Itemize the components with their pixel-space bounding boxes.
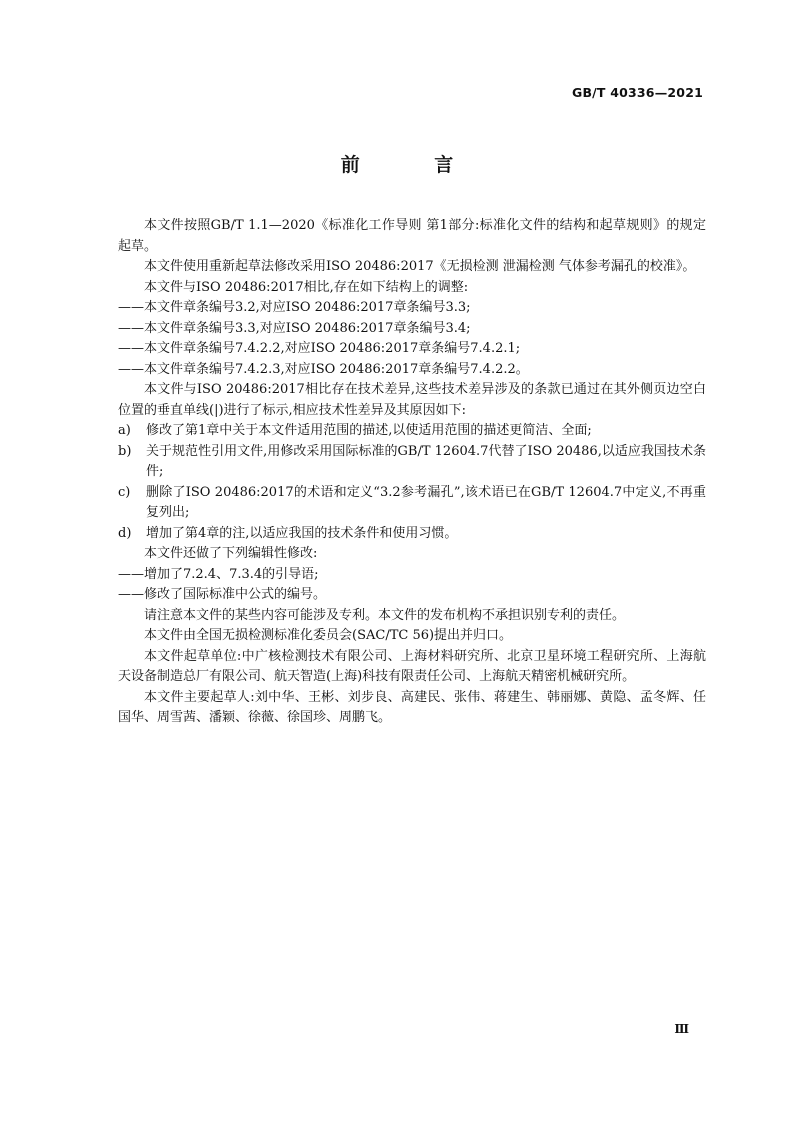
paragraph-adoption: 本文件使用重新起草法修改采用ISO 20486:2017《无损检测 泄漏检测 气体参考漏孔的校准》。 xyxy=(144,259,696,274)
paragraph-patent-notice: 请注意本文件的某些内容可能涉及专利。本文件的发布机构不承担识别专利的责任。 xyxy=(144,607,626,623)
paragraph-drafters: 本文件主要起草人:刘中华、王彬、刘步良、高建民、张伟、蒋建生、韩丽娜、黄隐、孟冬辉、任国华、周雪茜、潘颖、徐薇、徐国珍、周鹏飞。 xyxy=(118,689,706,725)
paragraph-drafting-rules: 本文件按照GB/T 1.1—2020《标准化工作导则 第1部分:标准化文件的结构和起草规则》的规定起草。 xyxy=(118,218,706,254)
list-item xyxy=(118,524,706,545)
paragraph-structure-intro: 本文件与ISO 20486:2017相比,存在如下结构上的调整: xyxy=(144,279,469,295)
page-number: Ⅲ xyxy=(674,1022,689,1036)
list-item: ——增加了7.2.4、7.3.4的引导语; xyxy=(118,566,319,582)
paragraph-technical-differences-intro: 本文件与ISO 20486:2017相比存在技术差异,这些技术差异涉及的条款已通过在其外侧页边空白位置的垂直单线(|)进行了标示,相应技术性差异及其原因如下: xyxy=(118,382,706,418)
list-item xyxy=(118,442,706,483)
paragraph-proposer: 本文件由全国无损检测标准化委员会(SAC/TC 56)提出并归口。 xyxy=(144,628,513,643)
list-marker: b) xyxy=(118,443,132,459)
list-item-text: 增加了第4章的注,以适应我国的技术条件和使用习惯。 xyxy=(146,525,458,541)
structure-change-list xyxy=(118,298,706,380)
list-marker: a) xyxy=(118,423,131,438)
foreword-body xyxy=(118,216,706,729)
list-marker: c) xyxy=(118,484,131,500)
list-item-text: 修改了第1章中关于本文件适用范围的描述,以使适用范围的描述更简洁、全面; xyxy=(146,423,592,438)
page-title: 前 言 xyxy=(340,154,488,176)
list-item: ——本文件章条编号7.4.2.2,对应ISO 20486:2017章条编号7.4.2.1; xyxy=(118,341,521,356)
list-item-text: 删除了ISO 20486:2017的术语和定义“3.2参考漏孔”,该术语已在GB/T 12604.7中定义,不再重复列出; xyxy=(146,484,706,520)
document-code: GB/T 40336—2021 xyxy=(571,85,703,100)
list-item: ——本文件章条编号7.4.2.3,对应ISO 20486:2017章条编号7.4.2.2。 xyxy=(118,361,529,377)
technical-difference-list xyxy=(118,421,706,544)
list-item-text: 关于规范性引用文件,用修改采用国际标准的GB/T 12604.7代替了ISO 20486,以适应我国技术条件; xyxy=(146,443,706,479)
editorial-change-list xyxy=(118,565,706,606)
list-item: ——本文件章条编号3.2,对应ISO 20486:2017章条编号3.3; xyxy=(118,300,471,315)
list-marker: d) xyxy=(118,525,132,541)
list-item xyxy=(118,483,706,524)
list-item: ——修改了国际标准中公式的编号。 xyxy=(118,587,327,602)
paragraph-drafting-organizations: 本文件起草单位:中广核检测技术有限公司、上海材料研究所、北京卫星环境工程研究所、上海航天设备制造总厂有限公司、航天智造(上海)科技有限责任公司、上海航天精密机械研究所。 xyxy=(118,648,706,684)
list-item xyxy=(118,421,706,442)
paragraph-editorial-intro: 本文件还做了下列编辑性修改: xyxy=(144,546,318,561)
list-item: ——本文件章条编号3.3,对应ISO 20486:2017章条编号3.4; xyxy=(118,320,471,336)
